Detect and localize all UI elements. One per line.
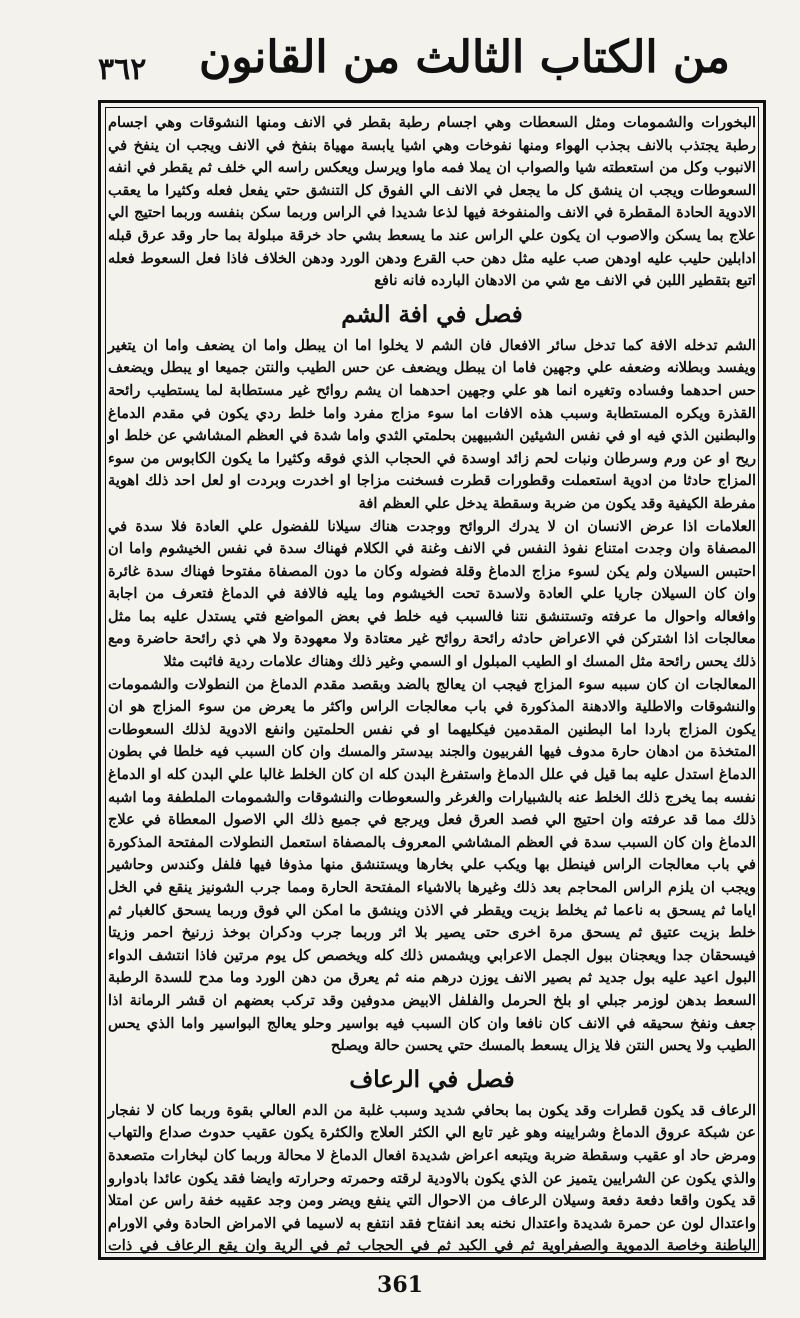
page-header	[90, 28, 740, 98]
main-text	[104, 106, 760, 1254]
paragraph-smell-causes: الشم تدخله الافة كما تدخل سائر الافعال فان الشم لا يخلوا اما ان يبطل واما ان يضعف واما ان يتغير ويفسد وبطلانه وضعفه علي وجهين فاما ان يبطل ويضعف عن حس الطيب والنتن جميعا او يبطل ويضعف حس احدهما وفساده وتغيره انما هو علي وجهين احدهما ان يشم روائح غير مستطابة لما يستطيب رائحة القذرة ويكره المستطابة وسبب هذه الافات اما سوء مزاج مفرد واما خلط ردي يكون في مقدم الدماغ والبطنين الذي فيه او في نفس الشيئين الشبيهين بحلمتي الثدي واما شدة في العظم المشاشي عن خلط او ريح او عن ورم وسرطان ونبات لحم زائد اوسدة في الحجاب الذي فوقه وكثيرا ما يكون الكابوس من سوء المزاج حادثا من ادوية استعملت وقطورات قطرت فسخنت مزاجا او اخدرت وبردت او لعل احد ذلك اهوية مفرطة الكيفية وقد يكون من ضربة وسقطة يدخل علي العظم افة	[108, 336, 756, 512]
paragraph-nosebleed: الرعاف قد يكون قطرات وقد يكون بما بحافي شديد وسبب غلبة من الدم العالي بقوة وربما كان لا نفجار عن شبكة عروق الدماغ وشرايينه وهو غير تابع الي الكثر العلاج والكثرة يكون عقيب حدوث صداع والتهاب ومرض حاد او عقيب وسقطة ضربة ويتبعه اعراض شديدة افعال الدماغ لا محالة وربما كان لبخارات متصعدة والذي يكون عن الشرايين يتميز عن الذي يكون بالاودية لرقته وحمرته وحرارته وايضا فقد يكون عائدا بادوارو قد يكون واقعا دفعة دفعة وسيلان الرعاف من الاحوال التي ينفع ويضر ومن وجد عقيبه خفة راس عن امتلا واعتدال لون عن حمرة شديدة واعتدال نخنه بعد انفتاح فقد انتفع به لاسيما في الامراض الحادة وفي الاورام الباطنة وخاصة الدموية والصفراوية ثم في الكبد ثم في الحجاب ثم في الرية وان يقع الرعاف في ذات	[108, 1101, 756, 1254]
paragraph-smell-signs: العلامات اذا عرض الانسان ان لا يدرك الروائح ووجدت هناك سيلانا للفضول علي العادة فلا سدة في المصفاة وان وجدت امتناع نفوذ النفس في الانف وغنة في الكلام فهناك سدة في نفس الخيشوم واما ان احتبس السيلان ولم يكن لسوء مزاج الدماغ وقلة فضوله وكان ما دون المصفاة مفتوحا فهناك سدة غائرة وان كان السيلان جاريا علي العادة ولاسدة تحت الخيشوم وما يليه فالافة في الدماغ فتعرف من اجابة وافعاله واحوال ما عرفته وتستنشق نتنا فالسبب فيه خلط في بعض المواضع فتي يستدل عليه بما مثل معالجات اذا اشتركن في الاعراض حادثه رائحة روائح غير معتادة ولا معهودة ولا هي ذي رائحة حاضرة ومع ذلك يحس رائحة مثل المسك او الطيب المبلول او السمي وغير ذلك وهناك علامات ردية فاثبت مثلا	[108, 517, 756, 671]
section-heading-smell: فصل في افة الشم	[341, 300, 523, 328]
folio-number: 361	[377, 1272, 423, 1298]
page-number: ٣٦٢	[98, 52, 147, 87]
section-heading-nosebleed: فصل في الرعاف	[349, 1065, 515, 1093]
paragraph-smell-treatment: المعالجات ان كان سببه سوء المزاج فيجب ان يعالج بالضد وبقصد مقدم الدماغ من النطولات والشمومات والنشوقات والاطلية والادهنة المذكورة في باب معالجات الراس واكثر ما يعرض من سوء المزاج هو ان يكون المزاج باردا اما البطنين المقدمين فيكليهما او في نفس الحلمتين وانفع الادوية لذلك السعوطات المتخذة من ادهان حارة مدوف فيها الفربيون والجند بيدستر والمسك وان كان السبب فيه خلطا في بطون الدماغ استدل عليه بما قيل في علل الدماغ واستفرغ البدن كله ان كان الخلط غالبا علي البدن كله او الدماغ نفسه بما يخرج ذلك الخلط عنه بالشبيارات والغرغر والسعوطات والنشوقات والشمومات الملطفة وما اشبه ذلك مما قد عرفته وان احتيج الي فصد العرق فعل ويرجع في جميع ذلك الي الاصول المعطاة في علاج الدماغ وان كان السبب سدة في العظم المشاشي المعروف بالمصفاة استعمل النطولات المفتحة المذكورة في باب معالجات الراس فينطل بها ويكب علي بخارها ويستنشق منها مذوفا فيها فلفل وكندس وحاشير ويجب ان يلزم الراس المحاجم بعد ذلك وغيرها بالاشياء المفتحة الحارة ومما جرب الشونيز ينقع في الخل اياما ثم يسحق به ناعما ثم يخلط بزيت ويقطر في الاذن وينشق ما امكن الي فوق وربما يسحق كالغبار ثم خلط بزيت عتيق ثم يسحق مرة اخرى حتى يصير بلا اثر وربما جرب ودكران بوخذ زرنيخ احمر وزيتا فيسحقان جدا ويعجنان ببول الجمل الاعرابي ويشمس ذلك كله ويخصص كل يوم مرتين فاذا انتشف الدواء البول اعيد عليه بول جديد ثم بصير الانف يوزن درهم منه ثم يعرق من دهن الورد وما مدح للسدة الرطبة السعط بدهن لوزمر جبلي او بلخ الحرمل والفلفل الابيض مدوفين وقد تركب بعضهم ان قشر الرمانة اذا جعف ونفخ سحيقه في الانف كان نافعا وان كان السبب فيه بواسير وحلو يعالج البواسير واما الذي يحس الطيب ولا يحس النتن فلا يزال يسعط بالمسك حتي يحسن حالة ويصلح	[108, 675, 756, 1055]
running-title: من الكتاب الثالث من القانون	[199, 32, 730, 83]
paragraph-inhalations: البخورات والشمومات ومثل السعطات وهي اجسام رطبة بقطر في الانف ومنها النشوقات وهي اجسام رطبة يجتذب بالانف بجذب الهواء ومنها نفوخات وهي اشيا يابسة مهياة بنفخ في الانف ويجب ان ينفخ في الانبوب وكل من استعطته شيا والصواب ان يملا فمه ماوا ويرسل ويعكس راسه الي خلف ثم يقطر في انفه السعوطات ويجب ان ينشق كل ما يجعل في الانف الي الفوق كل التنشق حتي يفعل فعله وكثيرا ما يعقب الادوية الحادة المقطرة في الانف والمنفوخة فيها لذعا شديدا في الراس وربما سكن بنفسه وربما احتيج الي علاج بما يسكن والاصوب ان يكون علي الراس عند ما يسعط بشي حاد خرقة مبلولة بما حار وقد عرق قبله ادابلين حليب عليه اودهن صب عليه مثل دهن حب القرع ودهن الورد ودهن الخلاف فاذا فعل السعوط فعله اتبع بتقطير اللبن في الانف مع شي من الادهان البارده فانه نافع	[108, 114, 756, 290]
